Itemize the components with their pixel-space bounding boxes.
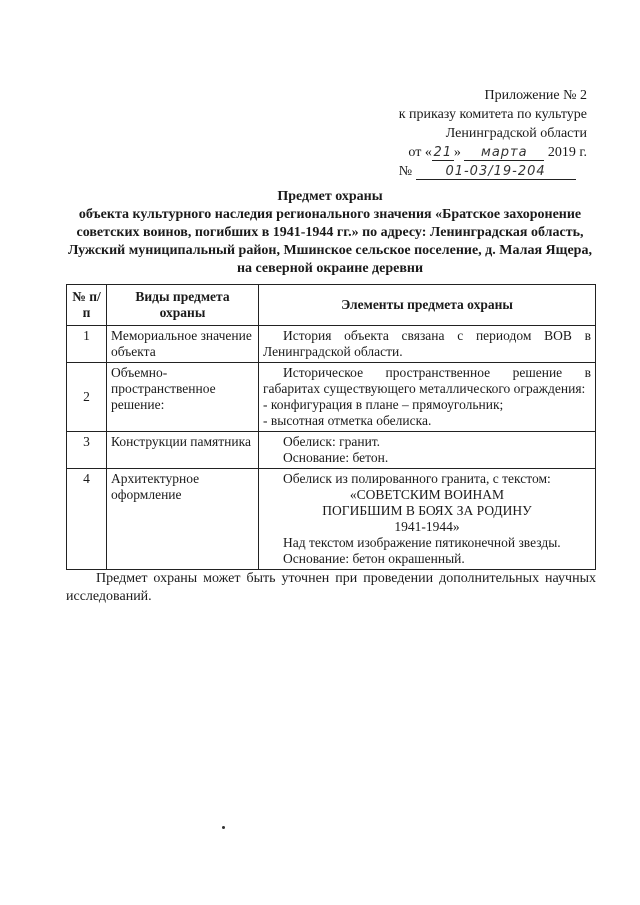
date-day: 21 [433,145,453,160]
protection-table [66,284,596,570]
table-header-row [67,285,596,326]
date-month: марта [464,145,544,161]
row-elements [259,363,596,432]
element-text: Основание: бетон. [283,450,389,465]
element-text: - конфигурация в плане – прямоугольник; [263,397,504,412]
number-prefix: № [398,164,413,179]
element-text: - высотная отметка обелиска. [263,413,432,428]
appendix-date [399,143,587,162]
row-kind: Объемно-пространственное решение: [107,363,259,432]
header-elements: Элементы предмета охраны [259,285,596,326]
title-heading: Предмет охраны [277,189,383,204]
inscription-line: «СОВЕТСКИМ ВОИНАМ [349,487,505,502]
document-title [60,188,600,278]
appendix-authority: Ленинградской области [445,126,587,141]
element-text: Обелиск: гранит. [283,434,381,449]
row-kind: Конструкции памятника [107,432,259,469]
row-elements [259,432,596,469]
element-text: История объекта связана с периодом ВОВ в Ленинградской области. [263,328,591,359]
row-elements [259,326,596,363]
date-mid: » [453,145,461,160]
row-kind: Архитектурное оформление [107,469,259,570]
table-row [67,363,596,432]
appendix-header [399,86,587,181]
element-text: Обелиск из полированного гранита, с текстом: [283,471,551,486]
date-prefix: от « [408,145,432,160]
element-text: Основание: бетон окрашенный. [283,551,465,566]
appendix-number [399,162,587,181]
date-year: 2019 г. [547,145,587,160]
element-text: Над текстом изображение пятиконечной звезды. [283,535,561,550]
element-text: Историческое пространственное решение в габаритах существующего металлического ограждения: [263,365,591,396]
row-num: 2 [67,363,107,432]
table-row [67,432,596,469]
appendix-order-ref: к приказу комитета по культуре [398,107,587,122]
header-kind: Виды предмета охраны [107,285,259,326]
table-row [67,326,596,363]
table-row [67,469,596,570]
scan-speck [222,826,225,829]
header-num: № п/п [67,285,107,326]
row-num: 1 [67,326,107,363]
row-num: 3 [67,432,107,469]
inscription-line: 1941-1944» [394,519,460,534]
row-num: 4 [67,469,107,570]
appendix-title: Приложение № 2 [484,88,587,103]
inscription-line: ПОГИБШИМ В БОЯХ ЗА РОДИНУ [322,503,532,518]
row-elements [259,469,596,570]
row-kind: Мемориальное значение объекта [107,326,259,363]
number-value: 01-03/19-204 [416,164,576,180]
title-object: объекта культурного наследия регионального значения «Братское захоронение советских воинов, погибших в 1941-1944 гг.» по адресу: Ленинградская область, Лужский муниципальный район, Мшинское сельское поселение, д. Малая Ящера, на северной окраине деревни [68,207,592,276]
footnote-text: Предмет охраны может быть уточнен при проведении дополнительных научных исследований. [66,571,596,604]
